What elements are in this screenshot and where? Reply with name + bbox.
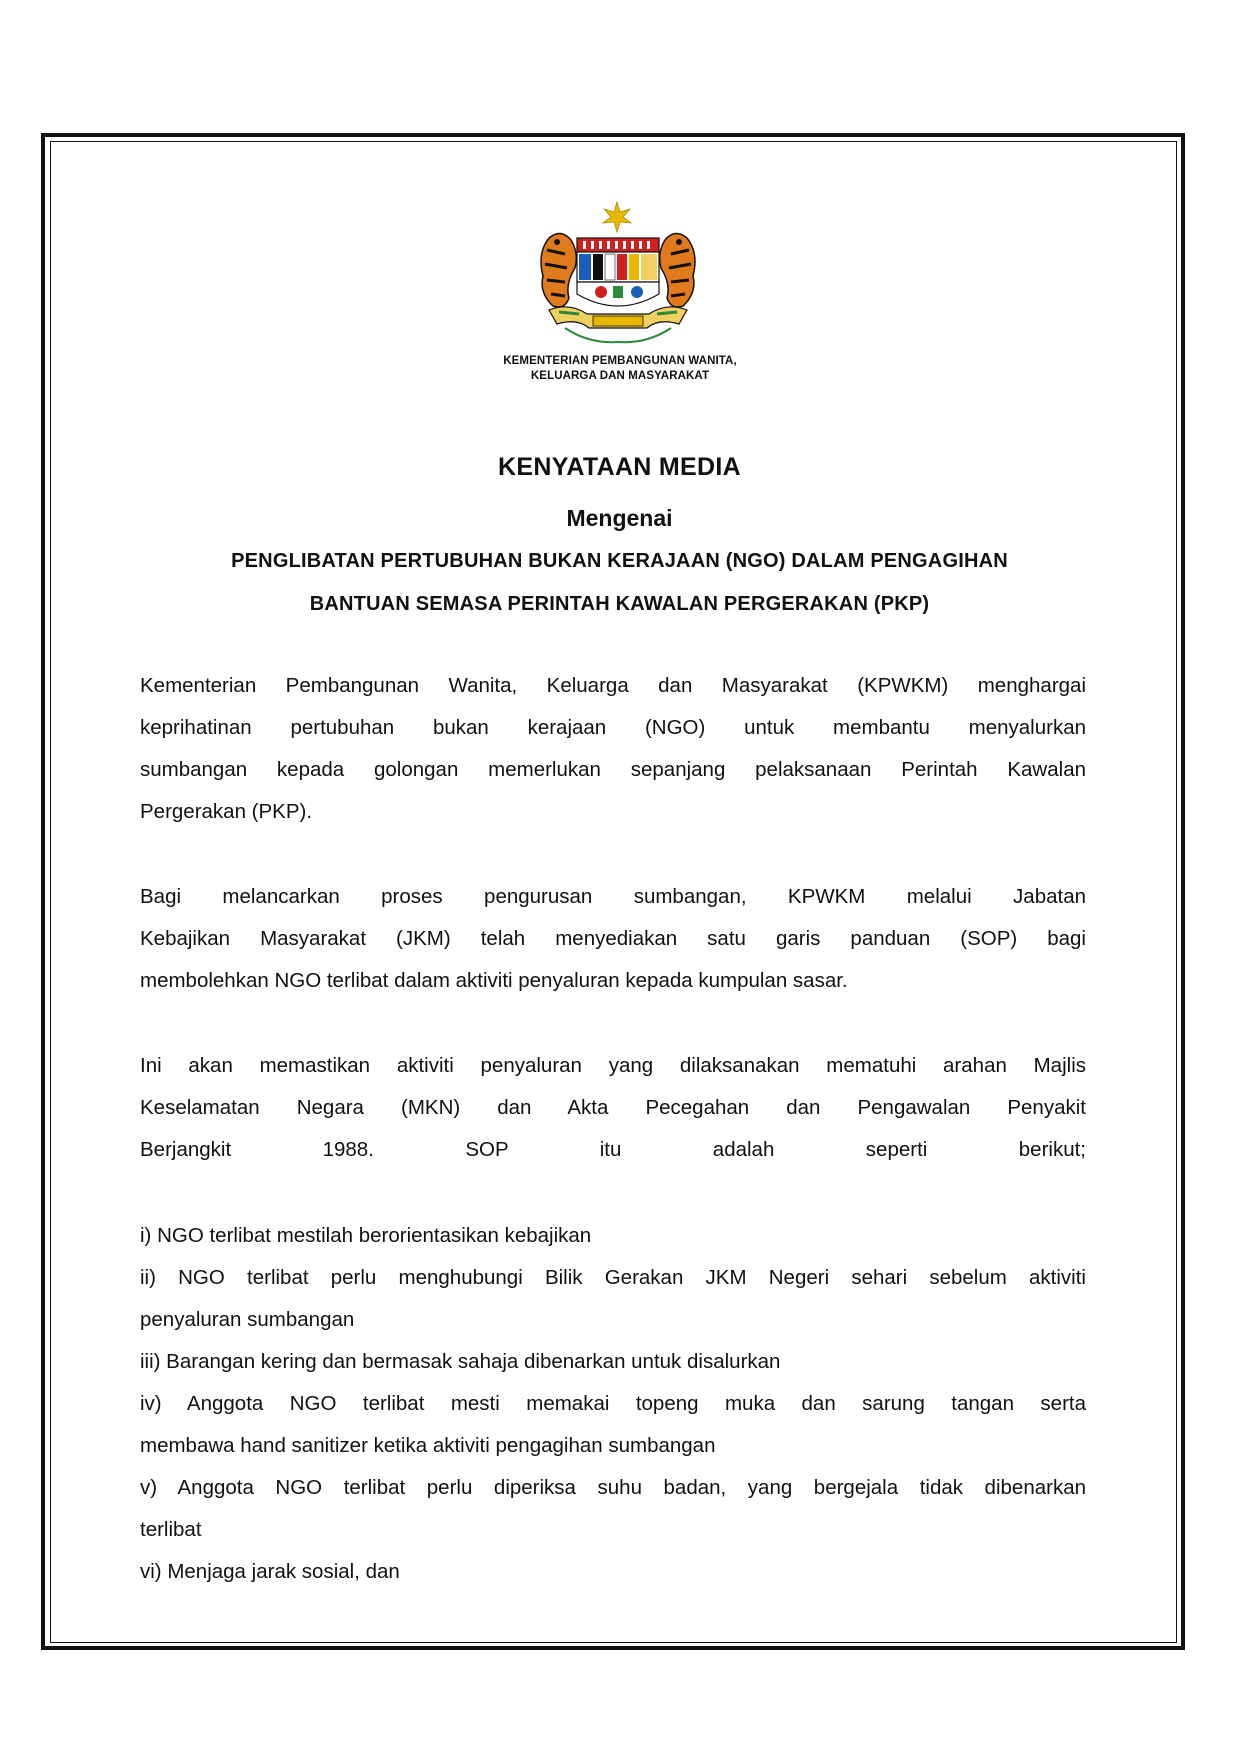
paragraph-line: Pergerakan (PKP).	[140, 800, 313, 823]
paragraph-line: Berjangkit 1988. SOP itu adalah seperti berikut;	[140, 1138, 1086, 1161]
paragraph-line: sumbangan kepada golongan memerlukan sepanjang pelaksanaan Perintah Kawalan	[140, 758, 1086, 781]
topic-line-1: PENGLIBATAN PERTUBUHAN BUKAN KERAJAAN (NGO) DALAM PENGAGIHAN	[231, 550, 1008, 572]
ministry-line-1: KEMENTERIAN PEMBANGUNAN WANITA,	[503, 355, 737, 367]
paragraph-2	[140, 876, 1086, 1002]
coat-of-arms-icon	[529, 198, 707, 348]
paragraph-line: Bagi melancarkan proses pengurusan sumbangan, KPWKM melalui Jabatan	[140, 885, 1086, 908]
ministry-line-2: KELUARGA DAN MASYARAKAT	[530, 370, 710, 382]
list-item-continuation: terlibat	[140, 1518, 202, 1541]
paragraph-1	[140, 665, 1086, 833]
paragraph-line: Kebajikan Masyarakat (JKM) telah menyediakan satu garis panduan (SOP) bagi	[140, 927, 1086, 950]
ministry-name	[420, 354, 820, 384]
paragraph-3	[140, 1045, 1086, 1171]
paragraph-line: membolehkan NGO terlibat dalam aktiviti penyaluran kepada kumpulan sasar.	[140, 969, 848, 992]
paragraph-line: Kementerian Pembangunan Wanita, Keluarga dan Masyarakat (KPWKM) menghargai	[140, 674, 1086, 697]
paragraph-line: keprihatinan pertubuhan bukan kerajaan (NGO) untuk membantu menyalurkan	[140, 716, 1086, 739]
list-item: iv) Anggota NGO terlibat mesti memakai topeng muka dan sarung tangan serta	[140, 1392, 1086, 1415]
document-subtitle: Mengenai	[566, 505, 673, 531]
document-title: KENYATAAN MEDIA	[498, 453, 741, 481]
list-item: vi) Menjaga jarak sosial, dan	[140, 1560, 400, 1583]
list-item: v) Anggota NGO terlibat perlu diperiksa suhu badan, yang bergejala tidak dibenarkan	[140, 1476, 1086, 1499]
paragraph-line: Keselamatan Negara (MKN) dan Akta Pecegahan dan Pengawalan Penyakit	[140, 1096, 1086, 1119]
list-item: i) NGO terlibat mestilah berorientasikan kebajikan	[140, 1224, 592, 1247]
list-item: iii) Barangan kering dan bermasak sahaja dibenarkan untuk disalurkan	[140, 1350, 781, 1373]
list-item: ii) NGO terlibat perlu menghubungi Bilik Gerakan JKM Negeri sehari sebelum aktiviti	[140, 1266, 1086, 1289]
list-item-continuation: membawa hand sanitizer ketika aktiviti pengagihan sumbangan	[140, 1434, 716, 1457]
topic-line-2: BANTUAN SEMASA PERINTAH KAWALAN PERGERAKAN (PKP)	[309, 593, 930, 615]
list-item-continuation: penyaluran sumbangan	[140, 1308, 355, 1331]
paragraph-line: Ini akan memastikan aktiviti penyaluran yang dilaksanakan mematuhi arahan Majlis	[140, 1054, 1086, 1077]
sop-list	[140, 1215, 1086, 1593]
